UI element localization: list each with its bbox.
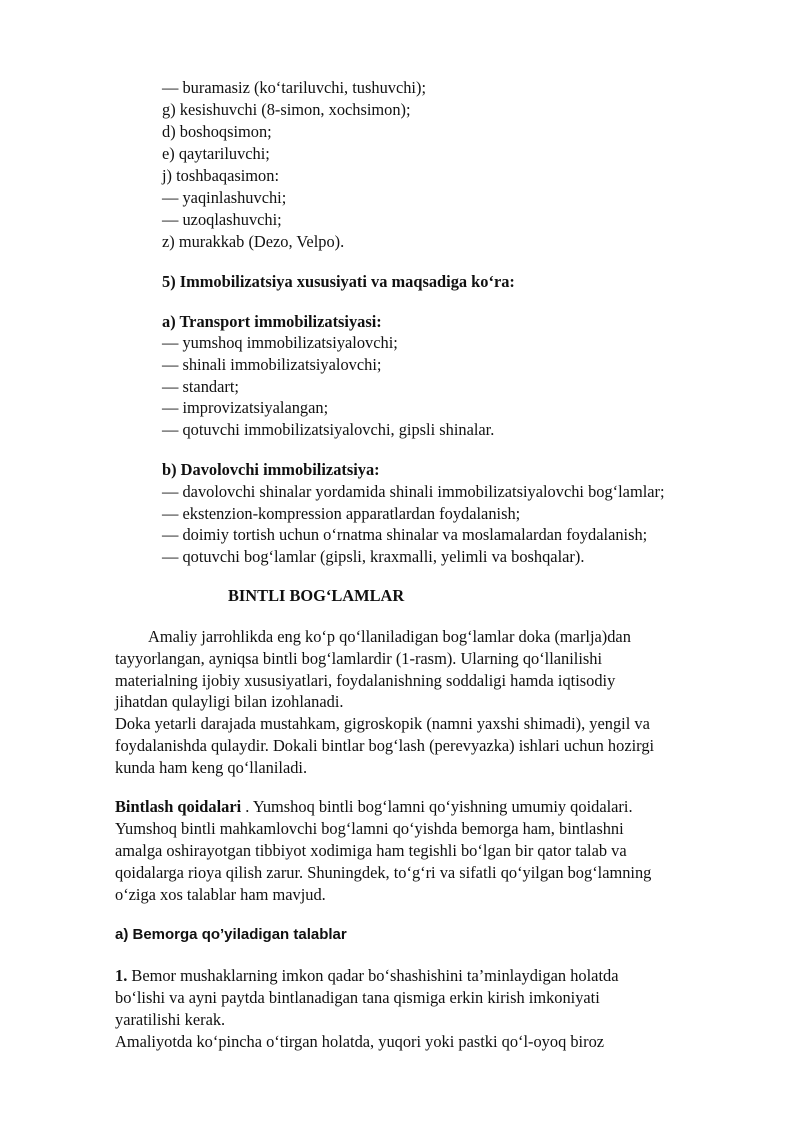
list-item: g) kesishuvchi (8-simon, xochsimon); [162,100,411,119]
paragraph-text: Bemor mushaklarning imkon qadar bo‘shashishini ta’minlaydigan holatda [127,966,619,985]
section-title: 5) Immobilizatsiya xususiyati va maqsadiga ko‘ra: [162,272,515,291]
subheading: a) Bemorga qo’yiladigan talablar [115,926,347,943]
paragraph-line: materialning ijobiy xususiyatlari, foydalanishning soddaligi hamda iqtisodiy [115,671,616,690]
paragraph-line: foydalanishda qulaydir. Dokali bintlar bog‘lash (perevyazka) ishlari uchun hozirgi [115,736,655,755]
list-item: — shinali immobilizatsiyalovchi; [162,355,382,374]
list-item: — improvizatsiyalangan; [162,398,329,417]
paragraph-line: tayyorlangan, ayniqsa bintli bog‘lamlardir (1-rasm). Ularning qo‘llanilishi [115,649,603,668]
subsection-title-transport: a) Transport immobilizatsiyasi: [162,312,382,331]
paragraph-line: qoidalarga rioya qilish zarur. Shuningdek, to‘g‘ri va sifatli qo‘yilgan bog‘lamning [115,863,652,882]
paragraph-line: amalga oshirayotgan tibbiyot xodimiga ham tegishli bo‘lgan bir qator talab va [115,841,627,860]
paragraph-line: yaratilishi kerak. [115,1010,226,1029]
list-item: — qotuvchi immobilizatsiyalovchi, gipsli shinalar. [162,420,495,439]
list-item: d) boshoqsimon; [162,122,272,141]
paragraph-line [115,966,618,986]
paragraph-line: o‘ziga xos talablar ham mavjud. [115,885,326,904]
paragraph-text: . Yumshoq bintli bog‘lamni qo‘yishning umumiy qoidalari. [241,797,633,816]
bold-lead: Bintlash qoidalari [115,797,242,816]
list-item: e) qaytariluvchi; [162,144,270,163]
list-item: j) toshbaqasimon: [162,166,279,185]
chapter-heading: BINTLI BOG‘LAMLAR [228,586,405,605]
paragraph-line: kunda ham keng qo‘llaniladi. [115,758,308,777]
list-item: — uzoqlashuvchi; [162,210,282,229]
list-item: — buramasiz (ko‘tariluvchi, tushuvchi); [162,78,427,97]
list-item: — qotuvchi bog‘lamlar (gipsli, kraxmalli, yelimli va boshqalar). [162,547,585,566]
list-item: z) murakkab (Dezo, Velpo). [162,232,345,251]
list-item: — standart; [162,377,239,396]
paragraph-line: Yumshoq bintli mahkamlovchi bog‘lamni qo‘yishda bemorga ham, bintlashni [115,819,624,838]
paragraph-line: jihatdan qulayligi bilan izohlanadi. [115,692,344,711]
list-item: — ekstenzion-kompression apparatlardan foydalanish; [162,504,521,523]
paragraph-line: Amaliy jarrohlikda eng ko‘p qo‘llaniladigan bog‘lamlar doka (marlja)dan [148,627,631,646]
paragraph-line [115,797,633,817]
list-item: — davolovchi shinalar yordamida shinali immobilizatsiyalovchi bog‘lamlar; [162,482,665,501]
paragraph-line: bo‘lishi va ayni paytda bintlanadigan tana qismiga erkin kirish imkoniyati [115,988,600,1007]
item-number: 1. [115,966,128,985]
paragraph-line: Doka yetarli darajada mustahkam, gigroskopik (namni yaxshi shimadi), yengil va [115,714,650,733]
paragraph-line: Amaliyotda ko‘pincha o‘tirgan holatda, yuqori yoki pastki qo‘l-oyoq biroz [115,1032,605,1051]
list-item: — doimiy tortish uchun o‘rnatma shinalar va moslamalardan foydalanish; [162,525,648,544]
list-item: — yaqinlashuvchi; [162,188,287,207]
subsection-title-treatment: b) Davolovchi immobilizatsiya: [162,460,380,479]
list-item: — yumshoq immobilizatsiyalovchi; [162,333,398,352]
